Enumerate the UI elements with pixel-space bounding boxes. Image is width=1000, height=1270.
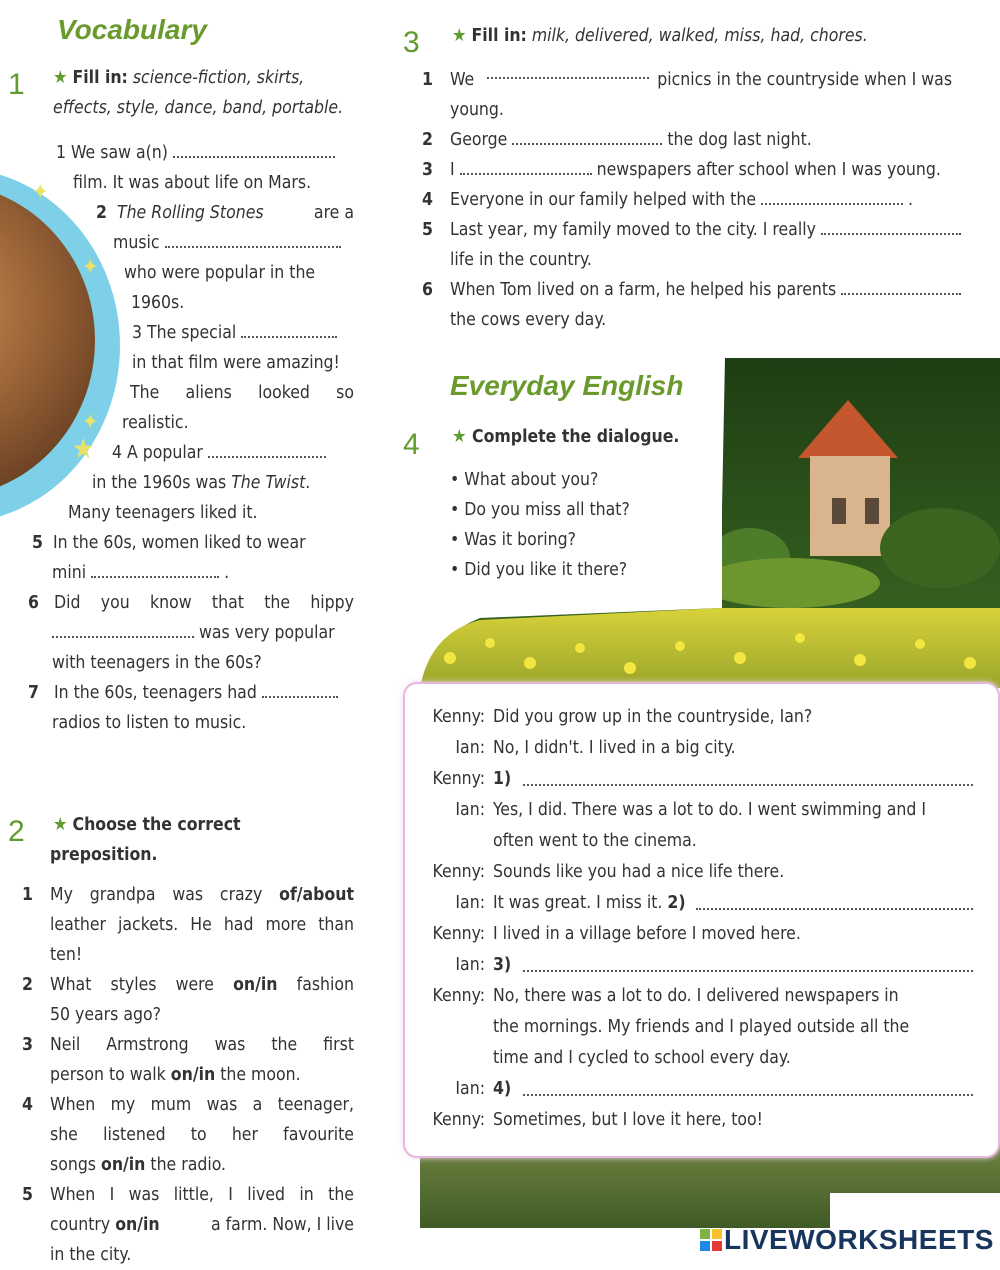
exercise-3-number: 3 bbox=[403, 26, 420, 59]
ex3-item-6-cont: the cows every day. bbox=[450, 310, 607, 330]
exercise-1-instruction bbox=[53, 63, 304, 93]
ex3-item-1: 1 We picnics in the countryside when I was bbox=[422, 65, 1000, 95]
answer-blank-3-3[interactable] bbox=[460, 161, 592, 175]
ex1-item-2-cont: 1960s. bbox=[131, 293, 185, 313]
ex1-item-2-cont: who were popular in the bbox=[124, 263, 316, 283]
answer-blank-3-4[interactable] bbox=[761, 191, 903, 205]
answer-blank-1-6[interactable] bbox=[52, 624, 194, 638]
ex1-item-1-cont: film. It was about life on Mars. bbox=[73, 173, 312, 193]
star-icon: ★ bbox=[53, 814, 68, 835]
answer-blank-1-7[interactable] bbox=[262, 684, 338, 698]
choice-toggle[interactable]: on/in bbox=[101, 1155, 146, 1175]
star-icon: ★ bbox=[53, 67, 68, 88]
liveworksheets-icon bbox=[700, 1229, 722, 1251]
dialogue-answer-blank-4[interactable] bbox=[523, 1082, 973, 1096]
exercise-2-number: 2 bbox=[8, 815, 25, 848]
ex1-item-3-cont: realistic. bbox=[122, 413, 189, 433]
answer-blank-3-2[interactable] bbox=[512, 131, 662, 145]
choice-toggle[interactable]: on/in bbox=[115, 1215, 160, 1235]
ex3-item-2: 2 George the dog last night. bbox=[422, 130, 812, 150]
ex3-item-4: 4 Everyone in our family helped with the . bbox=[422, 190, 914, 210]
answer-blank-1-2[interactable] bbox=[165, 234, 341, 248]
ex1-item-5-cont: mini . bbox=[52, 563, 230, 583]
option-item: • Do you miss all that? bbox=[450, 500, 630, 520]
exercise-2-list: 1 My grandpa was crazy of/about leather jackets. He had more than ten! 2 What styles were on/in fashion 50 years ago? 3 Neil Armstrong was the first person to walk on/in the moon. 4 When my mum was a teenager, she listened to her favourite songs on/in the radio. 5 When I was little, I lived in the country on/in a farm. Now, I live in the city. bbox=[22, 880, 354, 1270]
choice-toggle[interactable]: of/about bbox=[279, 885, 354, 905]
ex2-item-5: 5 When I was little, I lived in the bbox=[22, 1185, 354, 1205]
star-icon: ★ bbox=[452, 25, 467, 46]
ex1-item-4-cont: Many teenagers liked it. bbox=[68, 503, 258, 523]
answer-blank-1-1[interactable] bbox=[173, 144, 335, 158]
ex1-item-3: 3 The special bbox=[132, 318, 337, 348]
ex1-item-2: 2 The Rolling Stones are a bbox=[96, 203, 354, 223]
ex2-item-2: 2 What styles were on/in fashion bbox=[22, 975, 355, 995]
vocabulary-heading: Vocabulary bbox=[57, 14, 207, 45]
instruction-words: science-fiction, skirts, bbox=[132, 68, 305, 88]
instruction-label: Fill in: bbox=[72, 68, 128, 88]
ex1-item-4: 4 A popular bbox=[112, 438, 326, 468]
ex1-item-2-cont: music bbox=[113, 228, 341, 258]
answer-blank-3-6[interactable] bbox=[841, 281, 961, 295]
exercise-2-instruction: ★ Choose the correct bbox=[53, 814, 241, 835]
exercise-1-instruction-cont: effects, style, dance, band, portable. bbox=[53, 98, 344, 118]
ex3-item-6: 6 When Tom lived on a farm, he helped his parents bbox=[422, 275, 1000, 305]
ex1-item-7: 7 In the 60s, teenagers had bbox=[28, 678, 338, 708]
ex1-item-6: 6 Did you know that the hippy bbox=[28, 593, 354, 613]
sparkle-icon: ✦ bbox=[32, 180, 49, 205]
exercise-2-instruction-cont: preposition. bbox=[50, 845, 158, 865]
ex3-item-5: 5 Last year, my family moved to the city. I really bbox=[422, 215, 1000, 245]
option-item: • Did you like it there? bbox=[450, 560, 628, 580]
answer-blank-1-3[interactable] bbox=[241, 324, 337, 338]
exercise-1-number: 1 bbox=[8, 68, 25, 101]
ex2-item-3: 3 Neil Armstrong was the first bbox=[22, 1035, 354, 1055]
dialogue-box bbox=[403, 682, 1000, 1158]
answer-blank-3-1[interactable] bbox=[487, 65, 649, 79]
answer-blank-1-4[interactable] bbox=[208, 444, 326, 458]
dialogue: Kenny: Did you grow up in the countryside, Ian? Ian: No, I didn't. I lived in a big city. Kenny: 1) Ian: Yes, I did. There was a lot to do. I went swimming and I often went to the cinema. Kenny: Sounds like you had a nice life there. Ian: It was great. I miss it. 2) Kenny: I lived in a village before I moved here. Ian: 3) Kenny: No, there was a lot to do. I delivered newspapers in the mornings. My friends and I played outside all the time and I cycled to school every day. Ian: 4) Kenny: Sometimes, but I love it here, too! bbox=[411, 702, 973, 1136]
ex1-item-7-cont: radios to listen to music. bbox=[52, 713, 247, 733]
ex1-item-3-cont: in that film were amazing! bbox=[132, 353, 340, 373]
ex1-item-1: 1 We saw a(n) bbox=[56, 138, 335, 168]
exercise-4-instruction: ★ Complete the dialogue. bbox=[452, 426, 680, 447]
choice-toggle[interactable]: on/in bbox=[170, 1065, 216, 1085]
ex3-item-5-cont: life in the country. bbox=[450, 250, 592, 270]
answer-blank-1-5[interactable] bbox=[91, 564, 219, 578]
ex1-item-6-cont: was very popular bbox=[52, 618, 335, 648]
ex1-item-4-cont: in the 1960s was The Twist. bbox=[92, 473, 311, 493]
ex1-item-6-cont: with teenagers in the 60s? bbox=[52, 653, 262, 673]
ex3-item-3: 3 I newspapers after school when I was young. bbox=[422, 160, 941, 180]
sparkle-icon: ★ bbox=[72, 432, 95, 465]
liveworksheets-logo: LIVEWORKSHEETS bbox=[700, 1224, 994, 1256]
choice-toggle[interactable]: on/in bbox=[233, 975, 278, 995]
answer-blank-3-5[interactable] bbox=[821, 221, 961, 235]
ex2-item-4: 4 When my mum was a teenager, bbox=[22, 1095, 354, 1115]
ex1-item-3-cont: The aliens looked so bbox=[130, 383, 354, 403]
sparkle-icon: ✦ bbox=[82, 255, 99, 280]
dialogue-answer-blank-3[interactable] bbox=[523, 958, 973, 972]
dialogue-answer-blank-2[interactable] bbox=[696, 896, 973, 910]
star-icon: ★ bbox=[452, 426, 467, 447]
option-item: • What about you? bbox=[450, 470, 599, 490]
everyday-english-heading: Everyday English bbox=[450, 370, 684, 401]
ex2-item-1: 1 My grandpa was crazy of/about bbox=[22, 885, 354, 905]
dialogue-options-list bbox=[450, 465, 630, 585]
sparkle-icon: ✦ bbox=[82, 410, 99, 435]
dialogue-answer-blank-1[interactable] bbox=[523, 772, 973, 786]
option-item: • Was it boring? bbox=[450, 530, 576, 550]
exercise-3-instruction: ★ Fill in: milk, delivered, walked, miss, had, chores. bbox=[452, 25, 868, 46]
ex1-item-5: 5 In the 60s, women liked to wear bbox=[32, 533, 306, 553]
exercise-4-number: 4 bbox=[403, 428, 420, 461]
ex3-item-1-cont: young. bbox=[450, 100, 504, 120]
